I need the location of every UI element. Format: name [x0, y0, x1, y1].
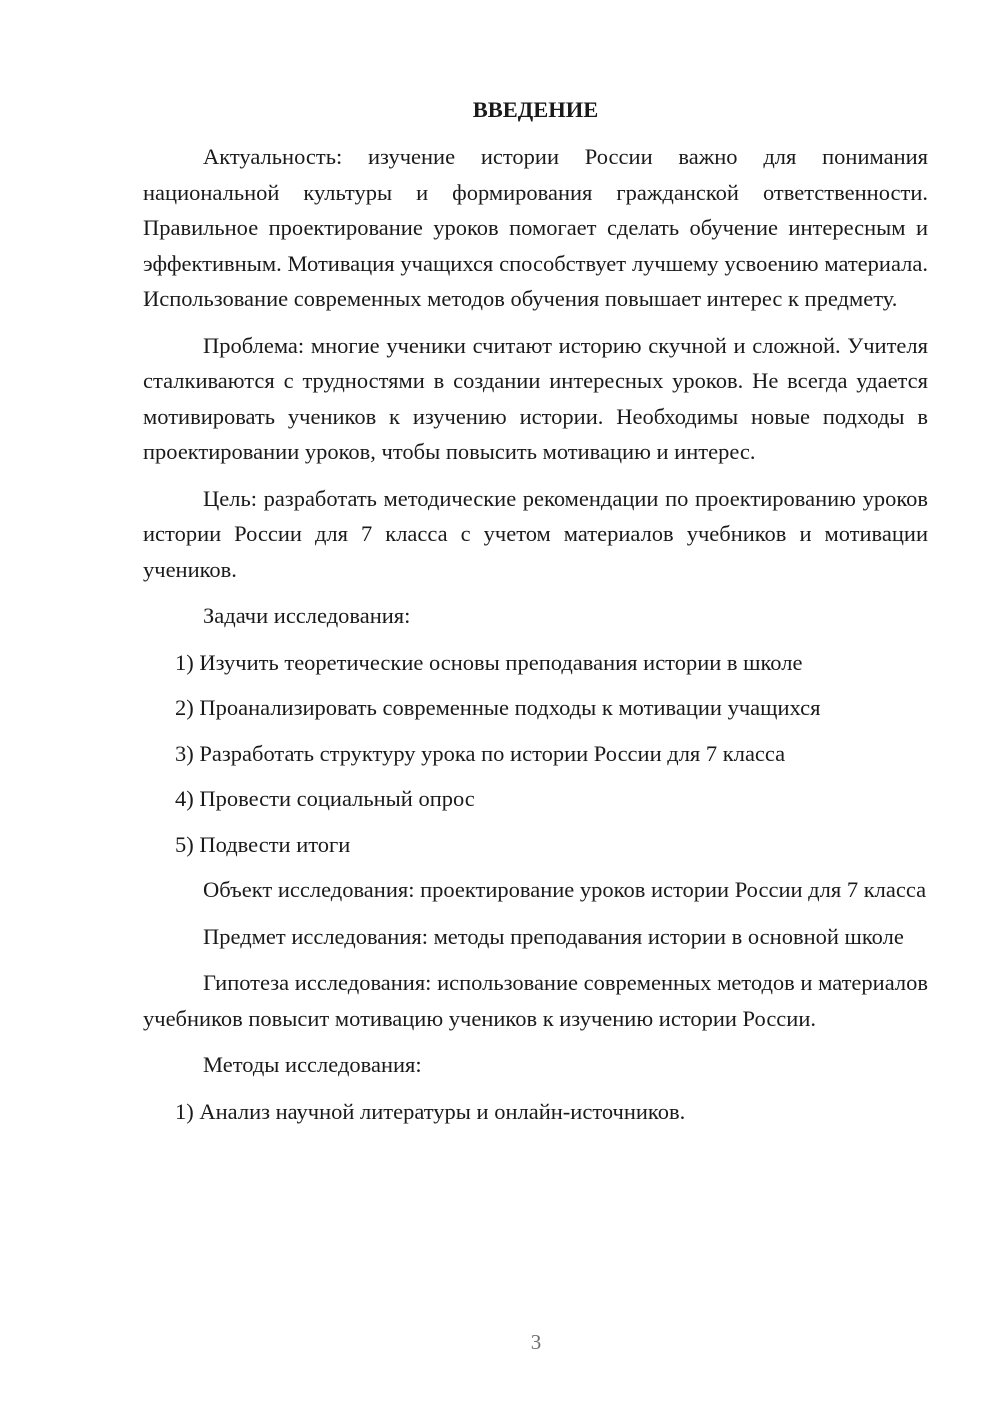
- page-title: ВВЕДЕНИЕ: [472, 97, 599, 122]
- method-item-1: 1) Анализ научной литературы и онлайн-источников.: [175, 1098, 686, 1124]
- task-item-4: 4) Провести социальный опрос: [175, 786, 475, 811]
- methods-list: [143, 1094, 928, 1130]
- task-item-1: 1) Изучить теоретические основы преподавания истории в школе: [175, 649, 803, 675]
- subject-paragraph: Предмет исследования: методы преподавания истории в основной школе: [203, 923, 904, 949]
- task-item-3: 3) Разработать структуру урока по истории России для 7 класса: [175, 740, 786, 766]
- methods-heading: Методы исследования:: [203, 1052, 422, 1077]
- task-item-2: 2) Проанализировать современные подходы к мотивации учащихся: [175, 695, 821, 720]
- page-number: 3: [530, 1330, 542, 1354]
- tasks-heading: Задачи исследования:: [203, 603, 411, 628]
- object-paragraph: Объект исследования: проектирование уроков истории России для 7 класса: [203, 877, 927, 902]
- tasks-list: [143, 645, 928, 863]
- goal-paragraph: Цель: разработать методические рекомендации по проектированию уроков истории России для 7 класса с учетом материалов учебников и мотивации учеников.: [143, 485, 928, 582]
- hypothesis-paragraph: Гипотеза исследования: использование современных методов и материалов учебников повысит мотивацию учеников к изучению истории России.: [143, 970, 928, 1031]
- task-item-5: 5) Подвести итоги: [175, 831, 351, 857]
- problem-paragraph: Проблема: многие ученики считают историю скучной и сложной. Учителя сталкиваются с трудностями в создании интересных уроков. Не всегда удается мотивировать учеников к изучению истории. Необходимы новые подходы в проектировании уроков, чтобы повысить мотивацию и интерес.: [143, 332, 928, 464]
- relevance-paragraph: Актуальность: изучение истории России важно для понимания национальной культуры и формирования гражданской ответственности. Правильное проектирование уроков помогает сделать обучение интересным и эффективным. Мотивация учащихся способствует лучшему усвоению материала. Использование современных методов обучения повышает интерес к предмету.: [143, 144, 928, 311]
- page-content: [143, 94, 928, 1139]
